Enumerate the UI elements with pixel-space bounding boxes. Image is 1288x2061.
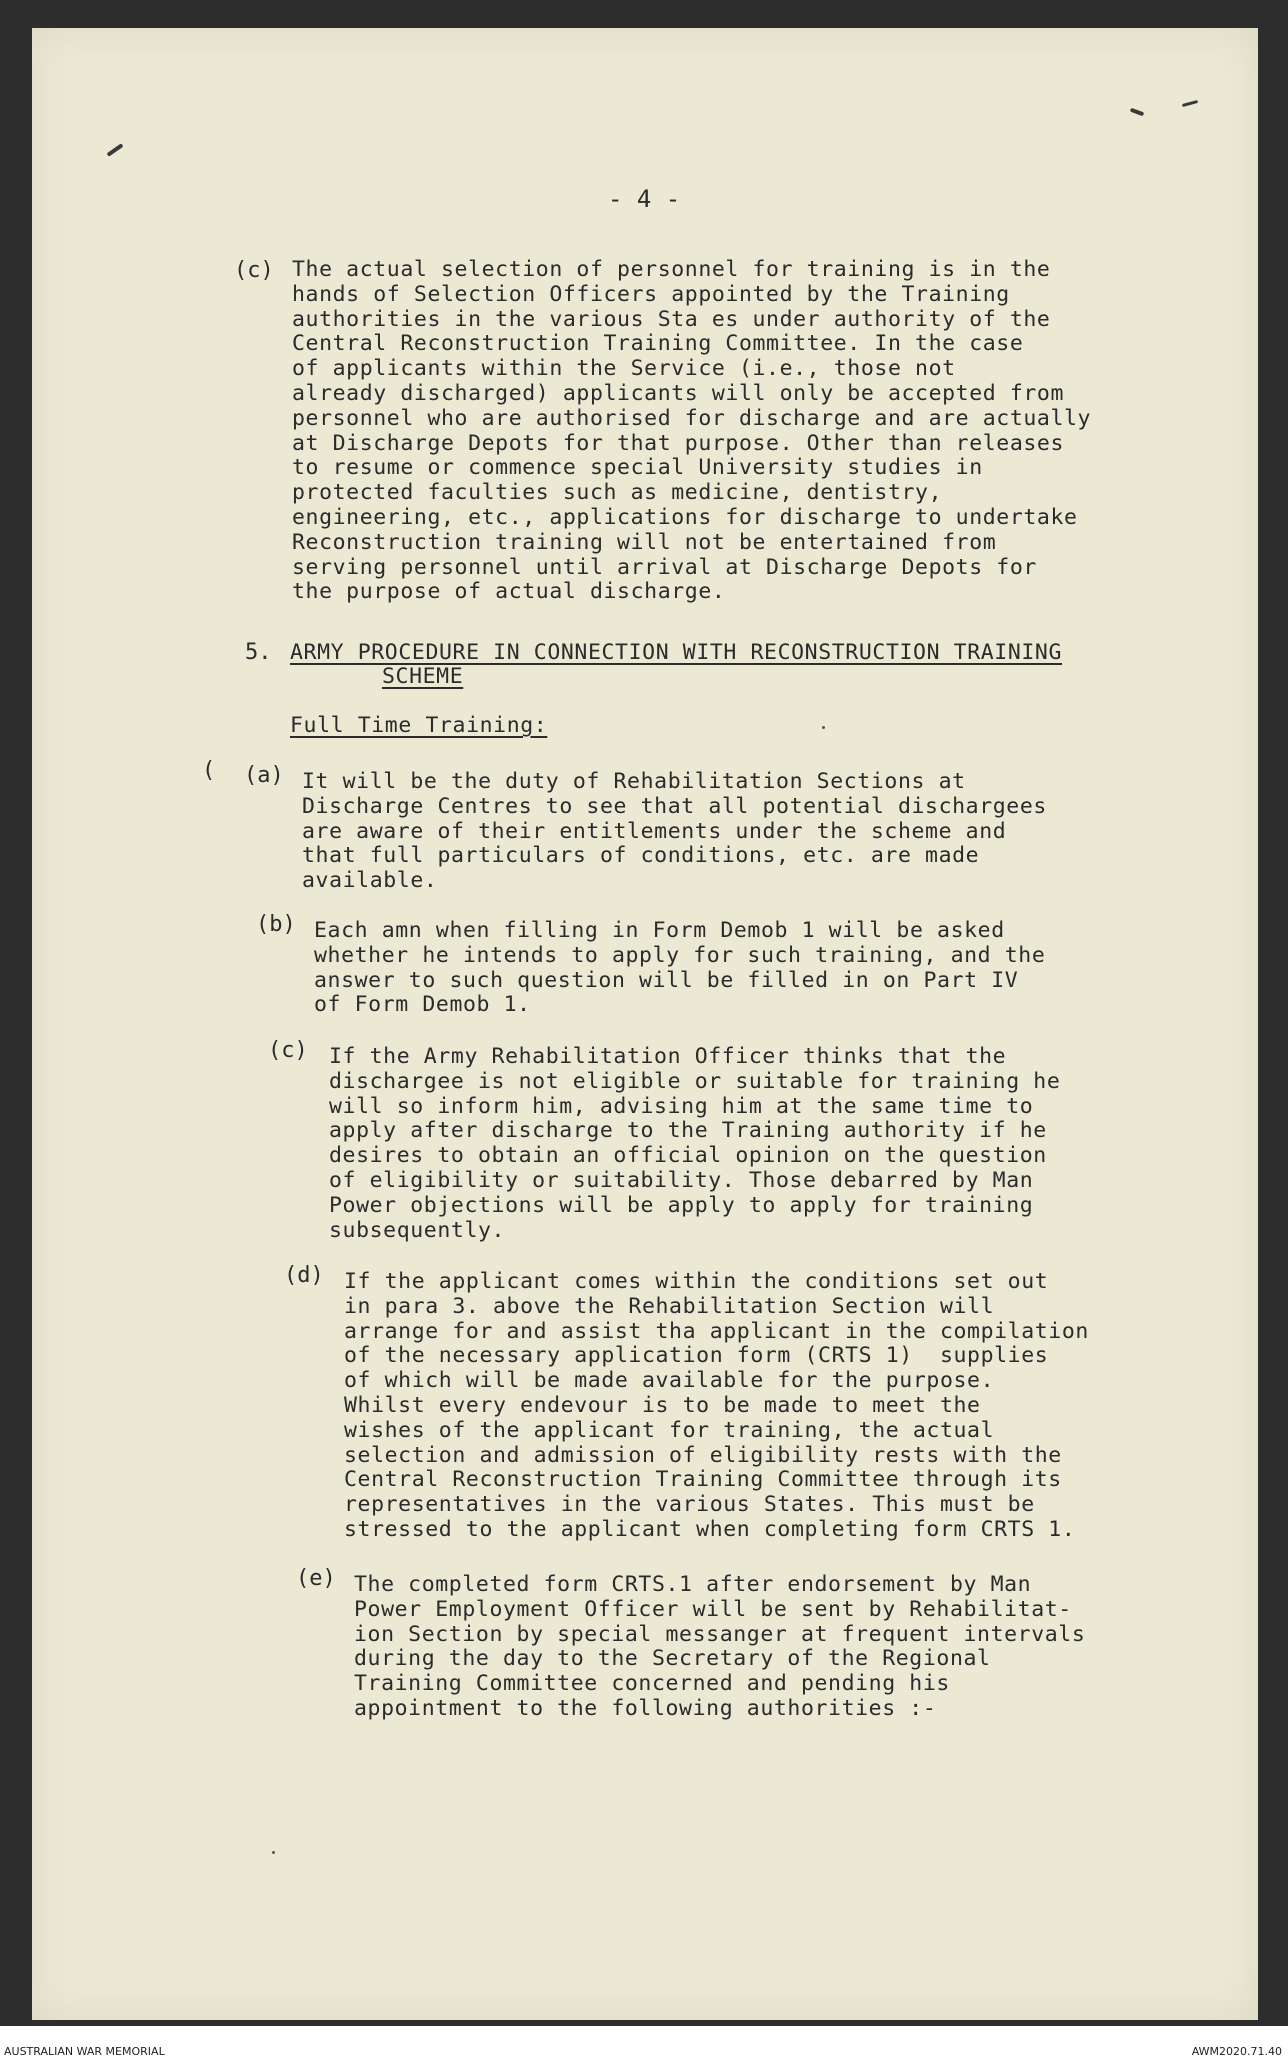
text-line: If the applicant comes within the conditions set out: [344, 1269, 1049, 1294]
text-line: stressed to the applicant when completing form CRTS 1.: [344, 1516, 1076, 1542]
text-line: Central Reconstruction Training Committee through its: [344, 1467, 1062, 1493]
text-line: will so inform him, advising him at the same time to: [329, 1093, 1034, 1119]
item-e-marker: (e): [296, 1566, 336, 1591]
para-c-text: [292, 258, 1091, 605]
text-line: Training Committee concerned and pending his: [354, 1671, 950, 1697]
text-line: engineering, etc., applications for discharge to undertake: [292, 504, 1078, 530]
text-line: Central Reconstruction Training Committee. In the case: [292, 331, 1024, 357]
text-line: selection and admission of eligibility rests with the: [344, 1442, 1062, 1468]
text-line: apply after discharge to the Training authority if he: [329, 1118, 1047, 1144]
stray-dot: [272, 1851, 275, 1854]
footer-institution: AUSTRALIAN WAR MEMORIAL: [4, 2045, 165, 2058]
text-line: during the day to the Secretary of the Regional: [354, 1646, 991, 1672]
item-d-text: [344, 1270, 1089, 1543]
text-line: Each amn when filling in Form Demob 1 will be asked: [314, 918, 1005, 943]
text-line: to resume or commence special University studies in: [292, 455, 983, 481]
text-line: that full particulars of conditions, etc. are made: [302, 843, 980, 869]
text-line: ion Section by special messanger at frequent intervals: [354, 1621, 1086, 1647]
text-line: of Form Demob 1.: [314, 992, 531, 1018]
text-line: the purpose of actual discharge.: [292, 579, 726, 605]
item-a-marker: (a): [244, 763, 284, 788]
text-line: dischargee is not eligible or suitable for training he: [329, 1068, 1061, 1094]
text-line: in para 3. above the Rehabilitation Section will: [344, 1293, 995, 1319]
text-line: If the Army Rehabilitation Officer thinks that the: [329, 1044, 1007, 1069]
text-line: available.: [302, 868, 438, 894]
text-line: Reconstruction training will not be entertained from: [292, 529, 997, 555]
punch-mark-right: [1130, 108, 1145, 117]
punch-mark-left: [106, 143, 123, 157]
text-line: personnel who are authorised for discharge and are actually: [292, 405, 1092, 431]
text-line: authorities in the various Sta es under authority of the: [292, 306, 1051, 332]
text-line: of the necessary application form (CRTS 1) supplies: [344, 1343, 1049, 1369]
text-line: The actual selection of personnel for training is in the: [292, 257, 1051, 282]
section-number: 5.: [245, 640, 272, 665]
text-line: protected faculties such as medicine, dentistry,: [292, 480, 943, 506]
text-line: at Discharge Depots for that purpose. Other than releases: [292, 430, 1065, 456]
text-line: of eligibility or suitability. Those debarred by Man: [329, 1167, 1034, 1193]
text-line: of which will be made available for the purpose.: [344, 1368, 995, 1394]
item-a-text: [302, 770, 1047, 894]
stray-dot: [822, 726, 825, 729]
text-line: hands of Selection Officers appointed by the Training: [292, 281, 1010, 307]
text-line: The completed form CRTS.1 after endorsement by Man: [354, 1572, 1032, 1597]
text-line: answer to such question will be filled in on Part IV: [314, 967, 1019, 993]
footer-reference: AWM2020.71.40: [1191, 2045, 1282, 2058]
subheading-full-time-training: Full Time Training:: [290, 713, 548, 738]
margin-bracket: (: [202, 758, 216, 783]
text-line: whether he intends to apply for such training, and the: [314, 942, 1046, 968]
item-b-text: [314, 919, 1045, 1018]
punch-mark-right-2: [1182, 100, 1198, 107]
text-line: of applicants within the Service (i.e., those not: [292, 356, 956, 382]
text-line: arrange for and assist tha applicant in the compilation: [344, 1318, 1089, 1344]
text-line: Power objections will be apply to apply for training: [329, 1192, 1034, 1218]
section-heading-cont: SCHEME: [382, 664, 464, 689]
text-line: subsequently.: [329, 1217, 506, 1243]
text-line: serving personnel until arrival at Discharge Depots for: [292, 554, 1037, 580]
item-b-marker: (b): [256, 912, 296, 937]
text-line: are aware of their entitlements under the scheme and: [302, 818, 1007, 844]
para-c-marker: (c): [234, 258, 274, 283]
text-line: It will be the duty of Rehabilitation Sections at: [302, 769, 966, 794]
text-line: Discharge Centres to see that all potential dischargees: [302, 793, 1047, 819]
archive-footer: [0, 2026, 1288, 2061]
item-e-text: [354, 1573, 1085, 1722]
text-line: appointment to the following authorities :-: [354, 1695, 937, 1721]
text-line: representatives in the various States. This must be: [344, 1492, 1035, 1518]
item-c-marker: (c): [268, 1038, 308, 1063]
section-heading: ARMY PROCEDURE IN CONNECTION WITH RECONSTRUCTION TRAINING: [290, 640, 1063, 665]
text-line: already discharged) applicants will only be accepted from: [292, 380, 1065, 406]
item-c-text: [329, 1045, 1060, 1243]
text-line: Power Employment Officer will be sent by Rehabilitat-: [354, 1596, 1072, 1622]
text-line: wishes of the applicant for training, the actual: [344, 1417, 995, 1443]
text-line: Whilst every endevour is to be made to meet the: [344, 1392, 981, 1418]
text-line: desires to obtain an official opinion on the question: [329, 1143, 1047, 1169]
item-d-marker: (d): [284, 1263, 324, 1288]
page-number: - 4 -: [608, 185, 681, 213]
